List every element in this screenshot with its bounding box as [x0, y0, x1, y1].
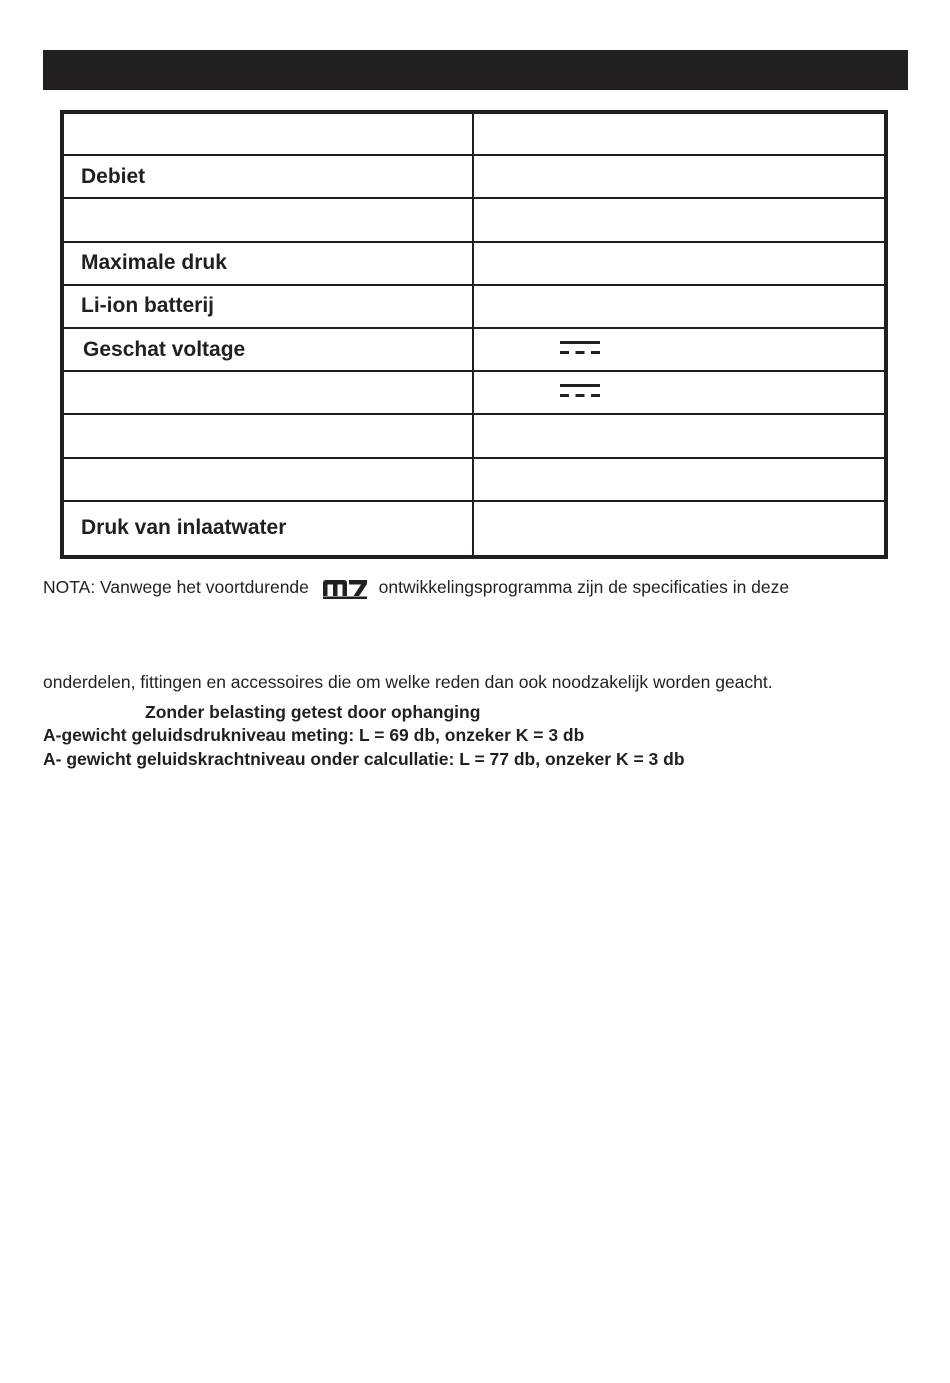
spec-label	[62, 458, 473, 501]
spec-value	[473, 112, 886, 155]
note-text-start: NOTA: Vanwege het voortdurende	[43, 577, 309, 597]
spec-label: Maximale druk	[62, 242, 473, 285]
spec-label	[62, 198, 473, 241]
spec-row	[62, 112, 886, 155]
noise-test-condition: Zonder belasting getest door ophanging	[145, 702, 481, 722]
specifications-table	[60, 110, 888, 559]
spec-value	[473, 501, 886, 557]
section-header-bar	[43, 50, 908, 90]
spec-row	[62, 155, 886, 198]
note-line	[43, 577, 789, 599]
spec-label: Druk van inlaatwater	[62, 501, 473, 557]
spec-value	[473, 155, 886, 198]
spec-row	[62, 501, 886, 557]
spec-row	[62, 198, 886, 241]
note-text-end: ontwikkelingsprogramma zijn de specificaties in deze	[378, 577, 790, 597]
spec-row	[62, 458, 886, 501]
spec-value	[473, 242, 886, 285]
noise-pressure-level: A-gewicht geluidsdrukniveau meting: L = 69 db, onzeker K = 3 db	[43, 725, 585, 745]
spec-row	[62, 414, 886, 457]
spec-row	[62, 285, 886, 328]
spec-label: Geschat voltage	[62, 328, 473, 371]
spec-label	[62, 414, 473, 457]
spec-value	[473, 328, 886, 371]
spec-label: Li-ion batterij	[62, 285, 473, 328]
spec-row	[62, 371, 886, 414]
dc-current-icon	[560, 384, 600, 400]
spec-row	[62, 242, 886, 285]
spec-value	[473, 285, 886, 328]
noise-power-level: A- gewicht geluidskrachtniveau onder calcullatie: L = 77 db, onzeker K = 3 db	[43, 749, 685, 769]
spec-row	[62, 328, 886, 371]
spec-value	[473, 198, 886, 241]
spec-label	[62, 112, 473, 155]
m7-logo-icon	[322, 577, 368, 599]
paragraph-end-line: onderdelen, fittingen en accessoires die om welke reden dan ook noodzakelijk worden geacht.	[43, 672, 773, 692]
spec-label: Debiet	[62, 155, 473, 198]
spec-value	[473, 458, 886, 501]
dc-current-icon	[560, 341, 600, 357]
spec-value	[473, 371, 886, 414]
spec-label	[62, 371, 473, 414]
spec-value	[473, 414, 886, 457]
